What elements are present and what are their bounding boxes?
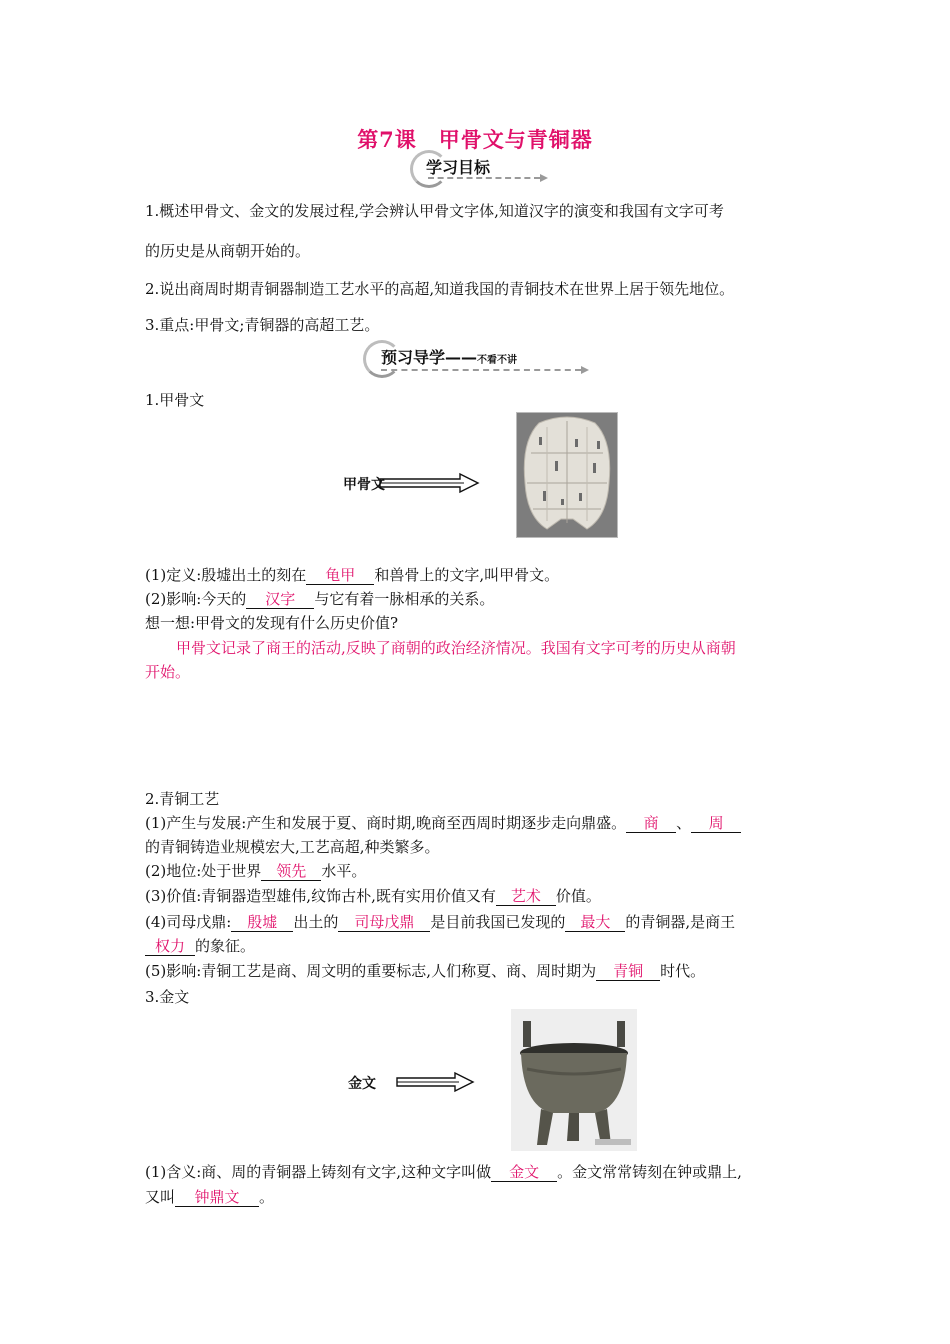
influence-text-end: 与它有着一脉相承的关系。 xyxy=(314,590,495,608)
part2-development-cont: 的青铜铸造业规模宏大,工艺高超,种类繁多。 xyxy=(145,838,440,856)
banner-heading-sub: 不看不讲 xyxy=(477,355,518,366)
ding-text-post: 的青铜器,是商王 xyxy=(625,913,736,931)
oracle-figure-label: 甲骨文 xyxy=(343,477,385,493)
think-question: 想一想:甲骨文的发现有什么历史价值? xyxy=(145,614,399,632)
meaning-cont-text: 又叫 xyxy=(145,1188,176,1206)
meaning-cont-end: 。 xyxy=(259,1188,275,1206)
part1-definition xyxy=(145,564,559,586)
objective-1-cont: 的历史是从商朝开始的。 xyxy=(145,242,311,260)
answer-blank[interactable]: 权力 xyxy=(145,937,195,956)
banner-heading: 学习目标 xyxy=(426,158,491,177)
answer-blank[interactable]: 最大 xyxy=(565,913,625,932)
part2-heading: 2.青铜工艺 xyxy=(145,790,220,808)
think-answer-line1: 甲骨文记录了商王的活动,反映了商朝的政治经济情况。我国有文字可考的历史从商朝 xyxy=(176,639,736,657)
meaning-text-end: 。金文常常铸刻在钟或鼎上, xyxy=(557,1163,742,1181)
answer-blank[interactable]: 殷墟 xyxy=(231,913,293,932)
banner-heading xyxy=(381,345,517,368)
answer-blank[interactable]: 周 xyxy=(691,814,741,833)
section-banner-objectives xyxy=(410,150,550,186)
influence-text: (2)影响:今天的 xyxy=(145,590,247,608)
ding-text-end: 的象征。 xyxy=(195,937,256,955)
objective-1: 1.概述甲骨文、金文的发展过程,学会辨认甲骨文字体,知道汉字的演变和我国有文字可考 xyxy=(145,202,724,220)
answer-blank[interactable]: 司母戊鼎 xyxy=(338,913,430,932)
banner-rule xyxy=(428,177,540,179)
part1-heading: 1.甲骨文 xyxy=(145,391,205,409)
page-title: 第7课 甲骨文与青铜器 xyxy=(357,127,593,152)
banner-arrow-icon xyxy=(581,366,589,374)
banner-rule xyxy=(381,369,581,371)
part1-influence xyxy=(145,588,494,610)
bronze-ding-image xyxy=(511,1009,637,1151)
think-answer-line2: 开始。 xyxy=(145,663,191,681)
status-text-end: 水平。 xyxy=(321,862,367,880)
answer-blank[interactable]: 青铜 xyxy=(596,962,660,981)
answer-blank[interactable]: 商 xyxy=(626,814,676,833)
part3-heading: 3.金文 xyxy=(145,988,190,1006)
ding-text: (4)司母戊鼎: xyxy=(145,913,232,931)
definition-text-end: 和兽骨上的文字,叫甲骨文。 xyxy=(374,566,560,584)
answer-blank[interactable]: 汉字 xyxy=(246,590,314,609)
impact-text: (5)影响:青铜工艺是商、周文明的重要标志,人们称夏、商、周时期为 xyxy=(145,962,597,980)
ding-text-mid1: 出土的 xyxy=(293,913,339,931)
meaning-text: (1)含义:商、周的青铜器上铸刻有文字,这种文字叫做 xyxy=(145,1163,492,1181)
section-banner-preview xyxy=(363,340,593,376)
part2-value xyxy=(145,885,601,907)
oracle-bone-image xyxy=(516,412,618,538)
part2-ding-cont xyxy=(145,935,255,957)
answer-blank[interactable]: 领先 xyxy=(261,862,321,881)
objective-2: 2.说出商周时期青铜器制造工艺水平的高超,知道我国的青铜技术在世界上居于领先地位。 xyxy=(145,280,735,298)
impact-text-end: 时代。 xyxy=(660,962,706,980)
development-text: (1)产生与发展:产生和发展于夏、商时期,晚商至西周时期逐步走向鼎盛。 xyxy=(145,814,627,832)
part3-meaning-cont xyxy=(145,1186,274,1208)
bronze-figure-label: 金文 xyxy=(348,1076,376,1092)
right-arrow-icon xyxy=(378,472,480,494)
status-text: (2)地位:处于世界 xyxy=(145,862,262,880)
definition-text: (1)定义:殷墟出土的刻在 xyxy=(145,566,307,584)
right-arrow-icon xyxy=(395,1071,475,1093)
answer-blank[interactable]: 龟甲 xyxy=(306,566,374,585)
answer-blank[interactable]: 钟鼎文 xyxy=(175,1188,259,1207)
objective-3: 3.重点:甲骨文;青铜器的高超工艺。 xyxy=(145,316,380,334)
answer-blank[interactable]: 金文 xyxy=(491,1163,557,1182)
banner-heading-main: 预习导学—— xyxy=(381,348,478,367)
ding-text-mid2: 是目前我国已发现的 xyxy=(430,913,566,931)
value-text-end: 价值。 xyxy=(555,887,601,905)
part3-meaning xyxy=(145,1161,742,1183)
part2-development xyxy=(145,812,741,834)
separator-text: 、 xyxy=(676,814,692,832)
value-text: (3)价值:青铜器造型雄伟,纹饰古朴,既有实用价值又有 xyxy=(145,887,496,905)
answer-blank[interactable]: 艺术 xyxy=(496,887,556,906)
banner-arrow-icon xyxy=(540,174,548,182)
part2-impact xyxy=(145,960,705,982)
part2-status xyxy=(145,860,366,882)
part2-ding xyxy=(145,911,735,933)
